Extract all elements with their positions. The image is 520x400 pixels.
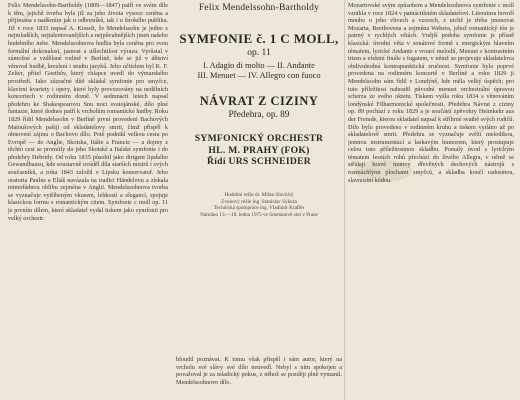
right-text-column bbox=[348, 2, 514, 398]
orchestra-line: SYMFONICKÝ ORCHESTR bbox=[194, 133, 324, 145]
bottom-text-column bbox=[176, 356, 342, 400]
conductor-name: Řídí URS SCHNEIDER bbox=[206, 156, 312, 168]
page-fold-line bbox=[344, 0, 345, 400]
credit-line: Technická spolupráce ing. Vladimír Kraffer bbox=[213, 205, 305, 212]
right-column-text: Mozartovské svým způsobem a Mendelssohnova symfonie c moll vznikla v roce 1824 v patnáctiletém skladatelovi. Literatura hovoří mnoho o jeho vlivech a vzorech, z nichž je třeba jmenovat Mozarta, Beethovena a zejména Webera, jehož romantický tón je patrný v rychlých větách. Vnější podoba symfonie je přísně klasická: úvodní věta v sonátové formě s energickým hlavním tématem, lyrické Andante s vroucí melodií, Menuet s kontrastním triem a efektní finále s fugatem, v němž se projevuje skladatelova obdivuhodná kontrapunktická zručnost. Symfonie byla poprvé provedena na rodinném koncertě v Berlíně a roku 1829 ji Mendelssohn sám řídil v Londýně, kde měla velký úspěch; pro tuto příležitost nahradil původní menuet orchestrální úpravou scherza ze svého oktetu. Tiskem vyšla roku 1834 s věnováním londýnské Filharmonické společnosti. Předehra Návrat z ciziny op. 89 pochází z roku 1829 a je součástí zpěvohry Heimkehr aus der Fremde, kterou skladatel napsal k stříbrné svatbě svých rodičů. Dílo bylo provedeno v rodinném kruhu a tiskem vydáno až po skladatelově smrti. Předehra se vyznačuje svěží melodikou, jemnou instrumentací a laskavým humorem, který prostupuje celou tuto příležitostnou skladbu. Pomalý úvod s lyrickým tématem lesních rohů přechází do živého Allegra, v němž se střídají hravé motivy dřevěných dechových nástrojů s rozmáchlými plochami smyčců, a skladba končí radostnou, slavnostní kódou. bbox=[348, 2, 514, 184]
title-block bbox=[178, 0, 340, 356]
credit-line: Hudební režie dr. Milan Slavický bbox=[224, 192, 294, 199]
bottom-column-text: bloudil poznávat. K tomu však přispěl i sám autor, který na vrcholu své slávy své dílo neuvedl. Nebyl s ním spokojen a považoval je za mladický pokus, z něhož se později plně vymanil. Mendelssohnovo dílo. bbox=[176, 356, 342, 386]
credit-line: Nahráno 13.—18. ledna 1975 ve Smetanově síni v Praze bbox=[200, 211, 318, 218]
orchestra-name bbox=[178, 133, 340, 156]
orchestra-line: HL. M. PRAHY (FOK) bbox=[208, 144, 310, 156]
composer-name: Felix Mendelssohn-Bartholdy bbox=[198, 2, 320, 13]
work2-title: NÁVRAT Z CIZINY bbox=[199, 94, 319, 109]
work2-opus: Předehra, op. 89 bbox=[228, 110, 290, 121]
movement-list bbox=[178, 61, 340, 81]
movement-line: III. Menuet — IV. Allegro con fuoco bbox=[197, 71, 321, 81]
movement-line: I. Adagio di molto — II. Andante bbox=[203, 61, 315, 70]
recording-credits bbox=[178, 192, 340, 218]
work1-title: SYMFONIE č. 1 C MOLL, bbox=[179, 31, 339, 46]
left-column-text: Felix Mendelssohn-Bartholdy (1809—1847) patří ve svém díle k těm, jejichž tvorba byla již za jeho života vysoce ceněna a přijímána s nadšením jak u odborníků, tak i u širokého publika. Již v roce 1833 napsal A. Kisselt, že Mendelssohn je jedno z nejmladších, nejtalentovanějších a nejpůvabnějších jmen našeho hudebního nebe. Mendelssohnova hudba byla ceněna pro svou formální dokonalost, jasnost a ušlechtilost výrazu. Vyrůstal v zámožné a vzdělané rodině v Berlíně, kde se již v dětství věnoval hudbě, kreslení i studiu jazyků. Jeho učitelem byl K. F. Zelter, přítel Goethův, který chlapce uvedl do výmarského prostředí. Jako zázračné dítě skládal symfonie pro smyčce, klavírní kvartety i opery, které byly provozovány na nedělních koncertech v rodinném domě. V sedmnácti letech napsal předehru ke Shakespearovu Snu noci svatojánské, dílo plné fantazie, které dodnes patří k vrcholům romantické hudby. Roku 1829 řídil Mendelssohn v Berlíně první provedení Bachových Matoušových pašijí od skladatelovy smrti, čímž přispěl k obnovení zájmu o Bachovo dílo. Poté podnikl velkou cestu po Evropě — do Anglie, Skotska, Itálie a Francie — a dojmy z těchto cest se promítly do jeho Skotské a Italské symfonie i do předehry Hebridy. Od roku 1835 působil jako dirigent lipského Gewandhausu, kde soustavně uváděl díla starších mistrů i svých současníků, a roku 1843 založil v Lipsku konzervatoř. Jeho oratoria Paulus a Eliáš navázala na tradici Händelovu a získala mimořádnou oblibu zejména v Anglii. Mendelssohnova tvorba se vyznačuje vytříbeným vkusem, lehkostí a elegancí, spojuje klasickou formu s romantickým citem. Symfonie c moll op. 11 je prvním dílem, které skladatel vydal tiskem jako symfonii pro velký orchestr. bbox=[8, 2, 168, 222]
left-text-column bbox=[8, 2, 168, 398]
work1-opus: op. 11 bbox=[247, 48, 271, 58]
credit-line: Zvukový režie ing. Stanislav Sýkora bbox=[221, 198, 297, 205]
